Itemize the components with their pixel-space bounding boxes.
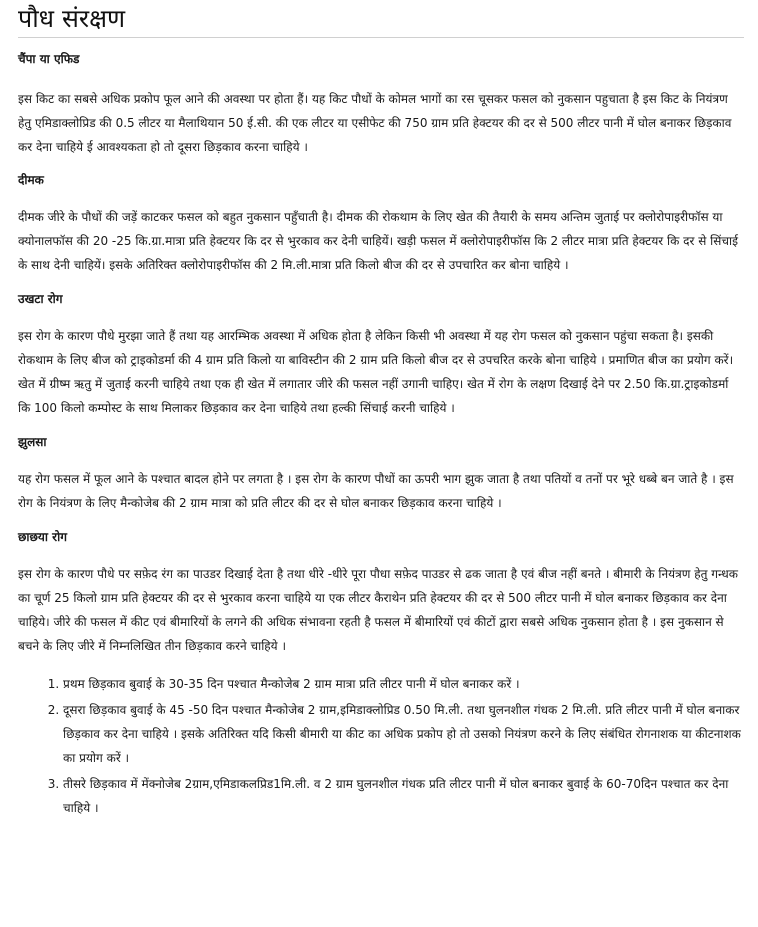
section-paragraph: इस रोग के कारण पौधे पर सफ़ेद रंग का पाउडर दिखाई देता है तथा धीरे -धीरे पूरा पौधा सफ़ेद पाउडर से ढक जाता है एवं बीज नहीं बनते । बीमारी के नियंत्रण हेतु गन्धक का चूर्ण 25 किलो ग्राम प्रति हेक्टयर की दर से भुरकाव करना चाहिये या एक लीटर कैराथेन प्रति हेक्टयर की दर से 500 लीटर पानी में घोल बनाकर छिड़काव कर देना चाहिये। जीरे की फसल में कीट एवं बीमारियों के लगने की अधिक संभावना रहती है फसल में बीमारियों एवं कीटों द्वारा सबसे अधिक नुकसान होता है । इस नुकसान से बचने के लिए जीरे में निम्नलिखित तीन छिड़काव करने चाहिये । xyxy=(18,567,738,653)
section-blight xyxy=(18,434,744,515)
list-item: 2. दूसरा छिड़काव बुवाई के 45 -50 दिन पश्चात मैन्कोजेब 2 ग्राम,इमिडाक्लोप्रिड 0.50 मि.ली. तथा घुलनशील गंधक 2 मि.ली. प्रति लीटर पानी में घोल बनाकर छिड़काव कर देना चाहिये । इसके अतिरिक्त यदि किसी बीमारी या कीट का अधिक प्रकोप हो तो उसको नियंत्रण करने के लिए संबंधित रोगनाशक या कीटनाशक का प्रयोग करें । xyxy=(63,698,744,770)
page-title: पौध संरक्षण xyxy=(18,4,126,33)
section-heading: चैंपा या एफिड xyxy=(18,52,80,66)
title-divider xyxy=(18,37,744,38)
section-paragraph: यह रोग फसल में फूल आने के पश्चात बादल होने पर लगता है । इस रोग के कारण पौधों का ऊपरी भाग झुक जाता है तथा पतियों व तनों पर भूरे धब्बे बन जाते है । इस रोग के नियंत्रण के लिए मैन्कोजेब की 2 ग्राम मात्रा को प्रति लीटर की दर से घोल बनाकर छिड़काव करना चाहिये । xyxy=(18,472,734,510)
section-heading: दीमक xyxy=(18,173,44,187)
section-wilt xyxy=(18,291,744,420)
section-paragraph: दीमक जीरे के पौधों की जड़ें काटकर फसल को बहुत नुकसान पहुँचाती है। दीमक की रोकथाम के लिए खेत की तैयारी के समय अन्तिम जुताई पर क्लोरोपाइरीफॉस या क्योनालफॉस की 20 -25 कि.ग्रा.मात्रा प्रति हेक्टयर कि दर से भुरकाव कर देनी चाहियें। खड़ी फसल में क्लोरोपाइरीफॉस कि 2 लीटर मात्रा प्रति हेक्टयर कि दर से सिंचाई के साथ देनी चाहियें। इसके अतिरिक्त क्लोरोपाइरीफॉस की 2 मि.ली.मात्रा प्रति किलो बीज की दर से उपचारित कर बोना चाहिये । xyxy=(18,210,738,272)
section-paragraph: इस किट का सबसे अधिक प्रकोप फूल आने की अवस्था पर होता हैं। यह किट पौधों के कोमल भागों का रस चूसकर फसल को नुकसान पहुचाता है इस किट के नियंत्रण हेतु एमिडाक्लोप्रिड की 0.5 लीटर या मैलाथियान 50 ई.सी. की एक लीटर या एसीफेट की 750 ग्राम प्रति हेक्टयर की दर से 500 लीटर पानी में घोल बनाकर छिड़काव कर देना चाहिये ई आवश्यकता हो तो दूसरा छिड़काव करना चाहिये । xyxy=(18,92,732,154)
spray-schedule-list xyxy=(18,672,744,820)
section-paragraph: इस रोग के कारण पौधे मुरझा जाते हैं तथा यह आरम्भिक अवस्था में अधिक होता है लेकिन किसी भी अवस्था में यह रोग फसल को नुकसान पहुंचा सकता है। इसकी रोकथाम के लिए बीज को ट्राइकोडर्मा की 4 ग्राम प्रति किलो या बाविस्टीन की 2 ग्राम प्रति किलो बीज दर से उपचरित करके बोना चाहिये । प्रमाणित बीज का प्रयोग करें। खेत में ग्रीष्म ऋतु में जुताई करनी चाहिये तथा एक ही खेत में लगातार जीरे की फसल नहीं उगानी चाहिए। खेत में रोग के लक्षण दिखाई देने पर 2.50 कि.ग्रा.ट्राइकोडर्मा कि 100 किलो कम्पोस्ट के साथ मिलाकर छिड़काव कर देना चाहिये तथा हल्की सिंचाई करनी चाहिये । xyxy=(18,329,734,415)
section-heading: छाछया रोग xyxy=(18,530,67,544)
section-termite xyxy=(18,172,744,277)
list-item: 3. तीसरे छिड़काव में मेंक्नोजेब 2ग्राम,एमिडाकलप्रिड1मि.ली. व 2 ग्राम घुलनशील गंधक प्रति लीटर पानी में घोल बनाकर बुवाई के 60-70दिन पश्चात कर देना चाहिये । xyxy=(63,772,744,820)
section-aphid xyxy=(18,51,744,159)
list-item: 1. प्रथम छिड़काव बुवाई के 30-35 दिन पश्चात मैन्कोजेब 2 ग्राम मात्रा प्रति लीटर पानी में घोल बनाकर करें । xyxy=(63,672,744,696)
section-powdery-mildew xyxy=(18,529,744,658)
section-heading: उखटा रोग xyxy=(18,292,63,306)
section-heading: झुलसा xyxy=(18,435,47,449)
